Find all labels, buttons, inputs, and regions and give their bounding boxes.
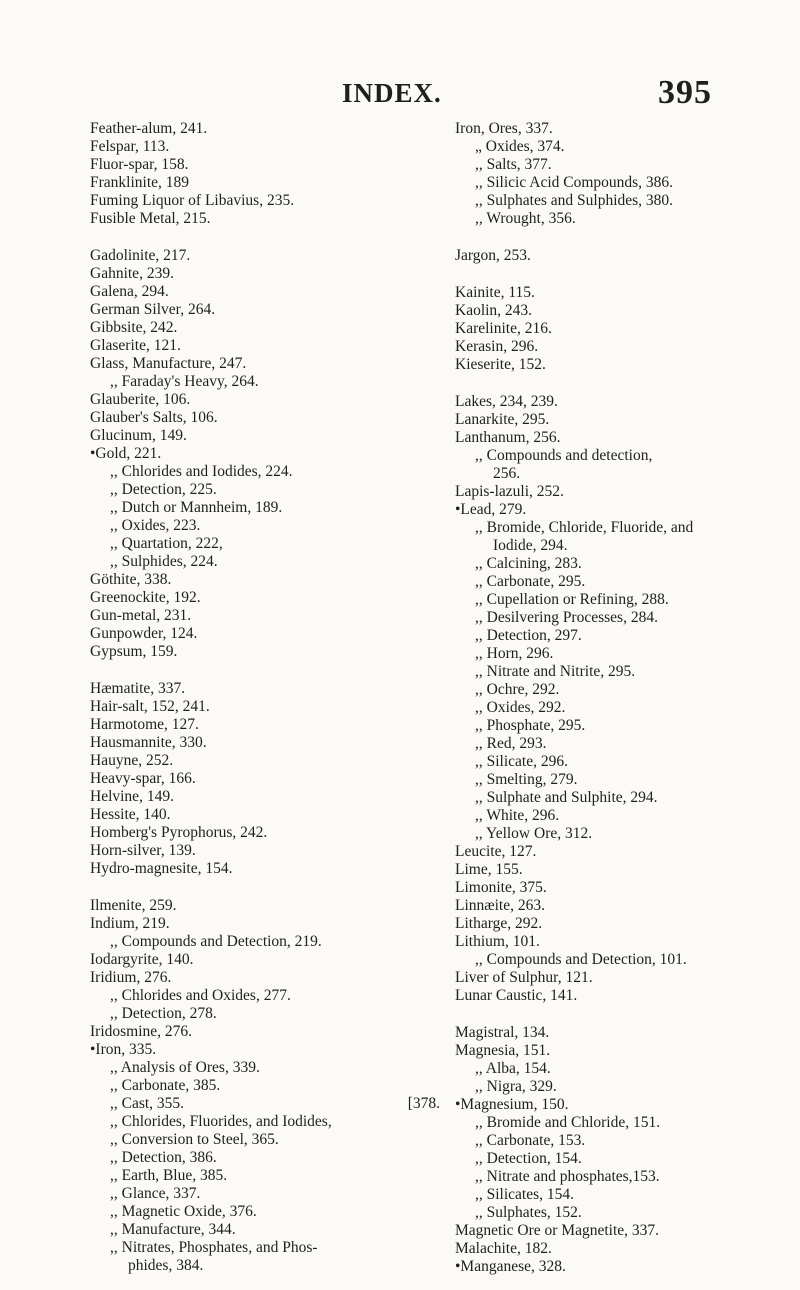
index-subentry: ,, Compounds and detection, xyxy=(475,447,653,464)
index-subentry: ,, Manufacture, 344. xyxy=(110,1221,236,1238)
index-entry: Iridosmine, 276. xyxy=(90,1023,193,1040)
index-entry: German Silver, 264. xyxy=(90,301,216,318)
index-entry: Linnæite, 263. xyxy=(455,897,545,914)
index-subentry: ,, Detection, 278. xyxy=(110,1005,217,1022)
index-entry: Magistral, 134. xyxy=(455,1024,550,1041)
index-subentry: ,, Oxides, 223. xyxy=(110,517,201,534)
index-entry: Indium, 219. xyxy=(90,915,170,932)
index-entry: Glauberite, 106. xyxy=(90,391,191,408)
index-entry: Litharge, 292. xyxy=(455,915,543,932)
index-entry: Hæmatite, 337. xyxy=(90,680,186,697)
index-subentry: ,, Magnetic Oxide, 376. xyxy=(110,1203,257,1220)
index-entry: Feather-alum, 241. xyxy=(90,120,208,137)
page-header xyxy=(0,74,800,114)
index-subentry: ,, Horn, 296. xyxy=(475,645,554,662)
index-entry: Iodide, 294. xyxy=(493,537,568,554)
index-subentry: ,, Nitrate and Nitrite, 295. xyxy=(475,663,636,680)
index-subentry: ,, Carbonate, 153. xyxy=(475,1132,586,1149)
index-entry: •Lead, 279. xyxy=(455,501,527,518)
index-entry: •Iron, 335. xyxy=(90,1041,157,1058)
index-entry: Liver of Sulphur, 121. xyxy=(455,969,593,986)
index-subentry: ,, Compounds and Detection, 219. xyxy=(110,933,322,950)
index-entry: Glauber's Salts, 106. xyxy=(90,409,218,426)
index-entry: Magnetic Ore or Magnetite, 337. xyxy=(455,1222,660,1239)
index-entry: Kaolin, 243. xyxy=(455,302,533,319)
index-entry: Galena, 294. xyxy=(90,283,169,300)
index-entry: Lime, 155. xyxy=(455,861,523,878)
index-entry: •Manganese, 328. xyxy=(455,1258,566,1275)
index-entry: Hausmannite, 330. xyxy=(90,734,207,751)
index-entry: Helvine, 149. xyxy=(90,788,174,805)
index-subentry: ,, Nigra, 329. xyxy=(475,1078,557,1095)
index-entry: Ilmenite, 259. xyxy=(90,897,177,914)
index-entry: Iron, Ores, 337. xyxy=(455,120,553,137)
index-subentry: ,, Sulphates and Sulphides, 380. xyxy=(475,192,674,209)
index-subentry: ,, Analysis of Ores, 339. xyxy=(110,1059,260,1076)
index-entry: Heavy-spar, 166. xyxy=(90,770,196,787)
index-entry: Limonite, 375. xyxy=(455,879,547,896)
index-subentry: ,, Chlorides and Iodides, 224. xyxy=(110,463,293,480)
index-entry: Fusible Metal, 215. xyxy=(90,210,211,227)
index-entry: Karelinite, 216. xyxy=(455,320,552,337)
index-entry: Lithium, 101. xyxy=(455,933,540,950)
index-entry: Greenockite, 192. xyxy=(90,589,201,606)
index-entry: Hessite, 140. xyxy=(90,806,171,823)
index-entry: Gunpowder, 124. xyxy=(90,625,198,642)
index-entry: Glucinum, 149. xyxy=(90,427,187,444)
index-subentry: ,, Phosphate, 295. xyxy=(475,717,586,734)
index-subentry: ,, Sulphides, 224. xyxy=(110,553,218,570)
index-entry: Homberg's Pyrophorus, 242. xyxy=(90,824,268,841)
index-entry: Leucite, 127. xyxy=(455,843,537,860)
index-entry: Fuming Liquor of Libavius, 235. xyxy=(90,192,295,209)
index-entry: Gypsum, 159. xyxy=(90,643,178,660)
index-entry: Kieserite, 152. xyxy=(455,356,546,373)
index-subentry: ,, Nitrate and phosphates,153. xyxy=(475,1168,660,1185)
index-entry: Hair-salt, 152, 241. xyxy=(90,698,210,715)
index-subentry: ,, Silicic Acid Compounds, 386. xyxy=(475,174,674,191)
index-subentry: ,, Bromide and Chloride, 151. xyxy=(475,1114,661,1131)
index-entry: Kerasin, 296. xyxy=(455,338,539,355)
index-subentry: ,, Red, 293. xyxy=(475,735,547,752)
index-entry: Lunar Caustic, 141. xyxy=(455,987,578,1004)
index-subentry: ,, Smelting, 279. xyxy=(475,771,578,788)
index-entry: Lanarkite, 295. xyxy=(455,411,550,428)
index-subentry: ,, Detection, 297. xyxy=(475,627,582,644)
index-subentry: ,, Earth, Blue, 385. xyxy=(110,1167,228,1184)
page-number: 395 xyxy=(658,74,712,111)
index-entry: Magnesia, 151. xyxy=(455,1042,551,1059)
index-entry: Jargon, 253. xyxy=(455,247,531,264)
index-subentry: ,, Conversion to Steel, 365. xyxy=(110,1131,279,1148)
index-subentry: ,, Salts, 377. xyxy=(475,156,552,173)
index-subentry: ,, Detection, 225. xyxy=(110,481,217,498)
index-entry: Gun-metal, 231. xyxy=(90,607,192,624)
index-entry: Göthite, 338. xyxy=(90,571,172,588)
index-entry: Lapis-lazuli, 252. xyxy=(455,483,564,500)
index-subentry: ,, Sulphates, 152. xyxy=(475,1204,582,1221)
index-entry: Gadolinite, 217. xyxy=(90,247,191,264)
index-entry: Horn-silver, 139. xyxy=(90,842,196,859)
index-subentry: ,, Detection, 386. xyxy=(110,1149,217,1166)
index-entry-text: ,, Cast, 355. xyxy=(110,1095,185,1112)
index-entry: •Gold, 221. xyxy=(90,445,162,462)
index-subentry: ,, Bromide, Chloride, Fluoride, and xyxy=(475,519,694,536)
index-entry: Lakes, 234, 239. xyxy=(455,393,558,410)
index-subentry: „ Oxides, 374. xyxy=(475,138,565,155)
index-subentry: ,, Faraday's Heavy, 264. xyxy=(110,373,259,390)
index-entry: Hauyne, 252. xyxy=(90,752,174,769)
index-subentry: ,, Carbonate, 385. xyxy=(110,1077,221,1094)
index-entry: Franklinite, 189 xyxy=(90,174,190,191)
index-entry: Gahnite, 239. xyxy=(90,265,174,282)
index-subentry: ,, Dutch or Mannheim, 189. xyxy=(110,499,283,516)
index-column-right xyxy=(455,120,800,1276)
index-entry: Felspar, 113. xyxy=(90,138,170,155)
index-subentry: ,, White, 296. xyxy=(475,807,560,824)
index-subentry: ,, Oxides, 292. xyxy=(475,699,566,716)
index-entry xyxy=(90,1095,440,1113)
index-entry: Glaserite, 121. xyxy=(90,337,181,354)
index-entry: Hydro-magnesite, 154. xyxy=(90,860,233,877)
index-subentry: ,, Silicate, 296. xyxy=(475,753,568,770)
index-subentry: ,, Cupellation or Refining, 288. xyxy=(475,591,669,608)
index-entry: Harmotome, 127. xyxy=(90,716,199,733)
index-subentry: ,, Nitrates, Phosphates, and Phos- xyxy=(110,1239,318,1256)
index-entry: •Magnesium, 150. xyxy=(455,1096,569,1113)
index-subentry: ,, Ochre, 292. xyxy=(475,681,560,698)
index-subentry: ,, Compounds and Detection, 101. xyxy=(475,951,687,968)
index-subentry: ,, Carbonate, 295. xyxy=(475,573,586,590)
index-subentry: ,, Silicates, 154. xyxy=(475,1186,575,1203)
index-subentry: ,, Wrought, 356. xyxy=(475,210,576,227)
index-entry: phides, 384. xyxy=(128,1257,204,1274)
index-column-left xyxy=(90,120,440,1275)
index-subentry: ,, Chlorides and Oxides, 277. xyxy=(110,987,291,1004)
index-entry: 256. xyxy=(493,465,521,482)
index-subentry: ,, Desilvering Processes, 284. xyxy=(475,609,658,626)
index-subentry: ,, Detection, 154. xyxy=(475,1150,582,1167)
index-entry: Gibbsite, 242. xyxy=(90,319,178,336)
index-subentry: ,, Quartation, 222, xyxy=(110,535,223,552)
index-entry: Iridium, 276. xyxy=(90,969,172,986)
index-entry: Lanthanum, 256. xyxy=(455,429,561,446)
index-subentry: ,, Glance, 337. xyxy=(110,1185,201,1202)
index-entry: Kainite, 115. xyxy=(455,284,535,301)
index-subentry: ,, Alba, 154. xyxy=(475,1060,551,1077)
page-title: INDEX. xyxy=(342,78,442,108)
page-reference: [378. xyxy=(407,1095,440,1112)
index-subentry: ,, Chlorides, Fluorides, and Iodides, xyxy=(110,1113,332,1130)
index-entry: Fluor-spar, 158. xyxy=(90,156,189,173)
index-entry: Malachite, 182. xyxy=(455,1240,552,1257)
index-subentry: ,, Yellow Ore, 312. xyxy=(475,825,593,842)
index-subentry: ,, Calcining, 283. xyxy=(475,555,582,572)
index-entry: Iodargyrite, 140. xyxy=(90,951,194,968)
index-entry: Glass, Manufacture, 247. xyxy=(90,355,247,372)
index-subentry: ,, Sulphate and Sulphite, 294. xyxy=(475,789,658,806)
